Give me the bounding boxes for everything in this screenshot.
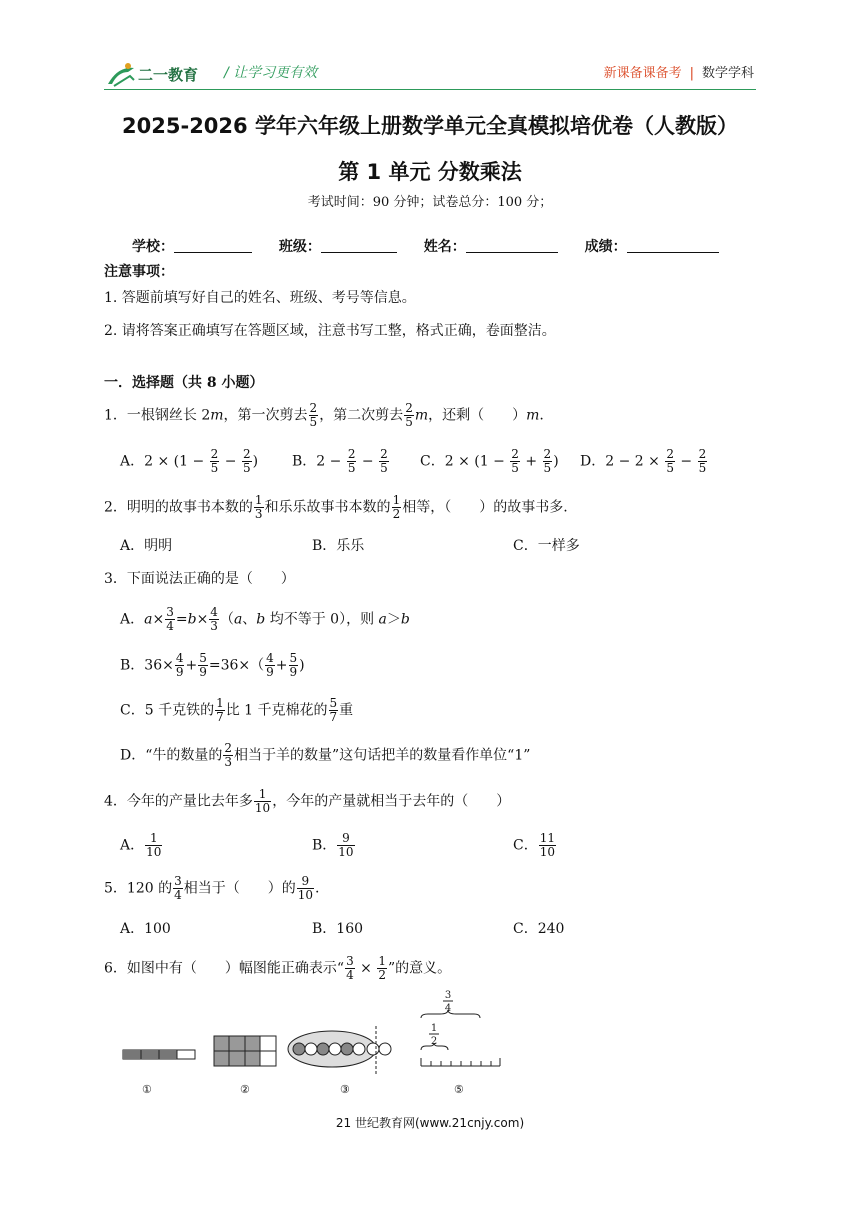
student-fields bbox=[132, 236, 741, 256]
notice-1: 1. 答题前填写好自己的姓名、班级、考号等信息。 bbox=[104, 290, 416, 306]
field-school: 学校： bbox=[132, 236, 252, 256]
notice-heading: 注意事项： bbox=[104, 264, 174, 280]
svg-text:4: 4 bbox=[444, 1003, 452, 1014]
name-blank[interactable] bbox=[466, 238, 558, 253]
q1-option-b[interactable]: B．2 − $\frac{2}{5}$ − $\frac{2}{5}$ bbox=[292, 447, 388, 475]
question-6: 6．如图中有（ ）幅图能正确表示“ $\frac{3}{4}$ × $\frac{1}{2}$ ”的意义。 bbox=[104, 954, 452, 982]
class-blank[interactable] bbox=[321, 238, 397, 253]
figure-5-number-line bbox=[421, 990, 500, 1066]
figure-caption-5: ⑤ bbox=[454, 1083, 464, 1096]
q3-option-a[interactable]: A．a× $\frac{3}{4}$ =b× $\frac{4}{3}$ （a、b 均不等于 0），则 a＞b bbox=[120, 605, 410, 633]
header-divider bbox=[104, 89, 756, 90]
score-blank[interactable] bbox=[627, 238, 719, 253]
figure-caption-1: ① bbox=[142, 1083, 152, 1096]
q5-option-a[interactable]: A．100 bbox=[120, 921, 171, 937]
header-right bbox=[604, 62, 754, 81]
q4-option-a[interactable]: A． $\frac{1}{10}$ bbox=[120, 831, 162, 859]
question-1: 1．一根钢丝长 2m，第一次剪去 $\frac{2}{5}$ ，第二次剪去 $\frac{2}{5}$ m，还剩（ ）m. bbox=[104, 401, 544, 429]
q2-option-a[interactable]: A．明明 bbox=[120, 538, 173, 554]
q2-option-b[interactable]: B．乐乐 bbox=[312, 538, 365, 554]
q1-option-c[interactable]: C．2 × (1 − $\frac{2}{5}$ + $\frac{2}{5}$ ) bbox=[420, 447, 559, 475]
brand-logo bbox=[104, 58, 216, 90]
svg-text:3: 3 bbox=[444, 990, 452, 1001]
school-blank[interactable] bbox=[174, 238, 252, 253]
field-score: 成绩： bbox=[585, 236, 719, 256]
q3-option-c[interactable]: C．5 千克铁的 $\frac{1}{7}$ 比 1 千克棉花的 $\frac{5}{7}$ 重 bbox=[120, 696, 354, 724]
page-title: 2025-2026 学年六年级上册数学单元全真模拟培优卷（人教版） bbox=[122, 114, 738, 138]
notice-2: 2. 请将答案正确填写在答题区域，注意书写工整，格式正确，卷面整洁。 bbox=[104, 323, 556, 339]
figure-3-circles bbox=[288, 1026, 391, 1074]
q3-option-d[interactable]: D．“牛的数量的 $\frac{2}{3}$ 相当于羊的数量”这句话把羊的数量看作单位“1” bbox=[120, 741, 531, 769]
q6-figures bbox=[118, 986, 518, 1081]
logo-text: 二一教育 bbox=[138, 66, 199, 84]
q3-option-b[interactable]: B．36× $\frac{4}{9}$ + $\frac{5}{9}$ =36×（ $\frac{4}{9}$ + $\frac{5}{9}$ ) bbox=[120, 651, 305, 679]
q2-option-c[interactable]: C．一样多 bbox=[513, 538, 580, 554]
page-subtitle: 第 1 单元 分数乘法 bbox=[338, 160, 522, 184]
figure-caption-2: ② bbox=[240, 1083, 250, 1096]
q4-option-b[interactable]: B． $\frac{9}{10}$ bbox=[312, 831, 354, 859]
footer: 21 世纪教育网(www.21cnjy.com) bbox=[335, 1116, 525, 1130]
question-4: 4．今年的产量比去年多 $\frac{1}{10}$ ，今年的产量就相当于去年的（ ） bbox=[104, 787, 511, 815]
header-sep: | bbox=[689, 66, 694, 81]
q5-option-c[interactable]: C．240 bbox=[513, 921, 565, 937]
slogan: / 让学习更有效 bbox=[224, 65, 318, 81]
svg-text:2: 2 bbox=[430, 1036, 438, 1047]
q1-option-d[interactable]: D．2 − 2 × $\frac{2}{5}$ − $\frac{2}{5}$ bbox=[580, 447, 707, 475]
q4-option-c[interactable]: C． $\frac{11}{10}$ bbox=[513, 831, 555, 859]
question-2: 2．明明的故事书本数的 $\frac{1}{3}$ 和乐乐故事书本数的 $\frac{1}{2}$ 相等，（ ）的故事书多. bbox=[104, 493, 568, 521]
field-name: 姓名： bbox=[424, 236, 558, 256]
figure-caption-3: ③ bbox=[340, 1083, 350, 1096]
question-5: 5．120 的 $\frac{3}{4}$ 相当于（ ）的 $\frac{9}{10}$ . bbox=[104, 874, 320, 902]
q5-option-b[interactable]: B．160 bbox=[312, 921, 364, 937]
figure-1-bar bbox=[123, 1050, 195, 1059]
question-3: 3．下面说法正确的是（ ） bbox=[104, 571, 295, 587]
header-right-a: 新课备课备考 bbox=[603, 66, 682, 81]
header-right-b: 数学学科 bbox=[701, 66, 754, 81]
svg-text:1: 1 bbox=[430, 1023, 438, 1034]
exam-info: 考试时间：90 分钟；试卷总分：100 分； bbox=[307, 195, 553, 210]
field-class: 班级： bbox=[279, 236, 397, 256]
figure-2-grid bbox=[214, 1036, 276, 1066]
section-heading: 一．选择题（共 8 小题） bbox=[104, 375, 264, 391]
q1-option-a[interactable]: A．2 × (1 − $\frac{2}{5}$ − $\frac{2}{5}$ ) bbox=[120, 447, 259, 475]
